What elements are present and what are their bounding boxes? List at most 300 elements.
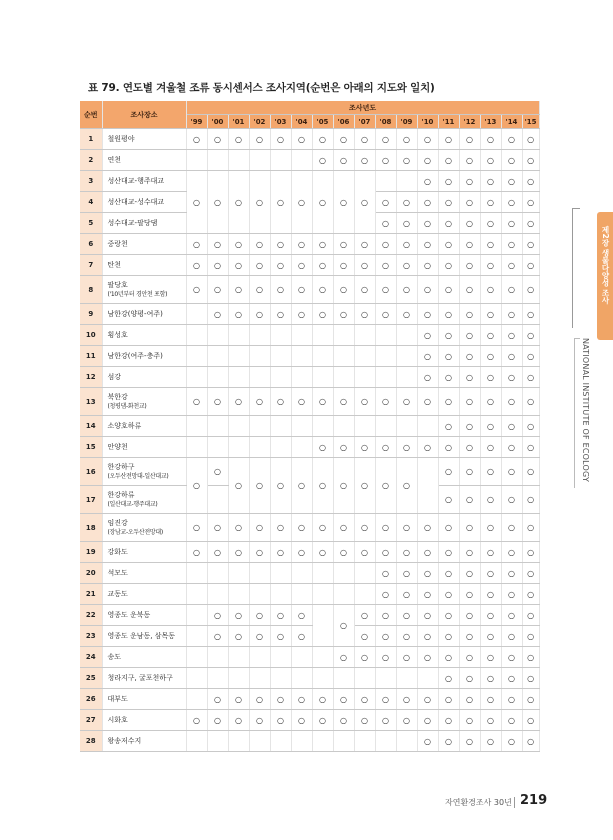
row-number: 12 (80, 367, 102, 388)
side-rule-lower-tick (574, 338, 580, 339)
year-header: '02 (249, 115, 270, 129)
row-number: 23 (80, 626, 102, 647)
survey-mark: ○ (480, 542, 501, 563)
row-number: 10 (80, 325, 102, 346)
survey-mark: ○ (522, 346, 539, 367)
empty-cell (333, 325, 354, 346)
survey-mark: ○ (396, 584, 417, 605)
survey-mark: ○ (396, 605, 417, 626)
survey-mark: ○ (396, 689, 417, 710)
table-row (80, 668, 539, 689)
survey-mark: ○ (438, 605, 459, 626)
survey-mark: ○ (249, 171, 270, 234)
survey-mark: ○ (522, 584, 539, 605)
survey-mark: ○ (396, 437, 417, 458)
survey-mark: ○ (396, 563, 417, 584)
survey-mark: ○ (333, 605, 354, 647)
survey-mark: ○ (417, 542, 438, 563)
survey-mark: ○ (396, 255, 417, 276)
empty-cell (375, 171, 396, 192)
survey-mark: ○ (375, 234, 396, 255)
site-name (102, 129, 186, 150)
table-row (80, 346, 539, 367)
empty-cell (249, 647, 270, 668)
survey-mark: ○ (207, 710, 228, 731)
empty-cell (228, 325, 249, 346)
survey-mark: ○ (354, 276, 375, 304)
survey-mark: ○ (480, 129, 501, 150)
survey-mark: ○ (228, 689, 249, 710)
empty-cell (186, 325, 207, 346)
site-label: 탄천 (107, 260, 122, 269)
survey-mark: ○ (396, 304, 417, 325)
survey-mark: ○ (438, 276, 459, 304)
empty-cell (375, 346, 396, 367)
survey-mark: ○ (501, 129, 522, 150)
survey-mark: ○ (291, 234, 312, 255)
survey-mark: ○ (522, 668, 539, 689)
year-header: '03 (270, 115, 291, 129)
survey-mark: ○ (459, 668, 480, 689)
year-header: '08 (375, 115, 396, 129)
empty-cell (291, 416, 312, 437)
survey-mark: ○ (270, 689, 291, 710)
survey-mark: ○ (270, 304, 291, 325)
survey-mark: ○ (459, 458, 480, 486)
empty-cell (186, 367, 207, 388)
empty-cell (396, 346, 417, 367)
row-number: 1 (80, 129, 102, 150)
survey-mark: ○ (375, 563, 396, 584)
survey-mark: ○ (207, 129, 228, 150)
site-name (102, 689, 186, 710)
table-row (80, 731, 539, 752)
survey-mark: ○ (249, 304, 270, 325)
site-name (102, 605, 186, 626)
survey-mark: ○ (480, 437, 501, 458)
survey-mark: ○ (417, 605, 438, 626)
survey-mark: ○ (417, 710, 438, 731)
survey-mark: ○ (522, 304, 539, 325)
survey-mark: ○ (375, 255, 396, 276)
survey-mark: ○ (438, 367, 459, 388)
survey-mark: ○ (459, 416, 480, 437)
empty-cell (333, 563, 354, 584)
site-name (102, 731, 186, 752)
empty-cell (228, 731, 249, 752)
survey-mark: ○ (312, 437, 333, 458)
survey-mark: ○ (501, 255, 522, 276)
row-number: 28 (80, 731, 102, 752)
survey-mark: ○ (438, 346, 459, 367)
survey-mark: ○ (480, 416, 501, 437)
empty-cell (249, 731, 270, 752)
survey-mark: ○ (438, 171, 459, 192)
survey-mark: ○ (522, 563, 539, 584)
table-row (80, 626, 539, 647)
survey-mark: ○ (312, 710, 333, 731)
survey-mark: ○ (522, 710, 539, 731)
survey-mark: ○ (480, 304, 501, 325)
survey-mark: ○ (333, 458, 354, 514)
survey-mark: ○ (186, 234, 207, 255)
survey-mark: ○ (354, 150, 375, 171)
survey-mark: ○ (270, 514, 291, 542)
year-header: '09 (396, 115, 417, 129)
table-row (80, 325, 539, 346)
survey-mark: ○ (207, 171, 228, 234)
survey-mark: ○ (438, 192, 459, 213)
survey-mark: ○ (333, 388, 354, 416)
survey-mark: ○ (375, 150, 396, 171)
survey-mark: ○ (396, 234, 417, 255)
survey-mark: ○ (501, 388, 522, 416)
site-name (102, 213, 186, 234)
table-row (80, 255, 539, 276)
survey-mark: ○ (459, 647, 480, 668)
year-header: '11 (438, 115, 459, 129)
empty-cell (228, 346, 249, 367)
site-label: 강화도 (107, 547, 128, 556)
empty-cell (291, 647, 312, 668)
empty-cell (186, 626, 207, 647)
table-row (80, 234, 539, 255)
survey-mark: ○ (501, 192, 522, 213)
survey-mark: ○ (207, 605, 228, 626)
survey-mark: ○ (417, 234, 438, 255)
empty-cell (207, 584, 228, 605)
empty-cell (186, 150, 207, 171)
row-number: 4 (80, 192, 102, 213)
survey-mark: ○ (459, 276, 480, 304)
empty-cell (270, 563, 291, 584)
survey-mark: ○ (291, 388, 312, 416)
site-label: 소양호하류 (107, 421, 142, 430)
survey-mark: ○ (249, 514, 270, 542)
row-number: 19 (80, 542, 102, 563)
survey-mark: ○ (228, 255, 249, 276)
survey-mark: ○ (501, 213, 522, 234)
table-row (80, 647, 539, 668)
empty-cell (354, 668, 375, 689)
site-sublabel: (장남교-오두산전망대) (107, 528, 163, 536)
empty-cell (396, 367, 417, 388)
survey-mark: ○ (270, 129, 291, 150)
empty-cell (270, 367, 291, 388)
survey-mark: ○ (417, 192, 438, 213)
survey-mark: ○ (459, 437, 480, 458)
survey-mark: ○ (459, 171, 480, 192)
empty-cell (354, 584, 375, 605)
survey-mark: ○ (396, 388, 417, 416)
site-label: 송도 (107, 652, 122, 661)
survey-mark: ○ (438, 647, 459, 668)
survey-mark: ○ (522, 192, 539, 213)
empty-cell (249, 437, 270, 458)
year-header: '14 (501, 115, 522, 129)
empty-cell (270, 668, 291, 689)
survey-mark: ○ (270, 388, 291, 416)
empty-cell (249, 367, 270, 388)
survey-mark: ○ (480, 192, 501, 213)
survey-mark: ○ (480, 731, 501, 752)
table-row (80, 689, 539, 710)
survey-mark: ○ (186, 171, 207, 234)
survey-mark: ○ (249, 388, 270, 416)
survey-mark: ○ (480, 563, 501, 584)
survey-mark: ○ (417, 437, 438, 458)
empty-cell (396, 171, 417, 192)
empty-cell (249, 563, 270, 584)
survey-mark: ○ (480, 276, 501, 304)
empty-cell (186, 563, 207, 584)
survey-mark: ○ (375, 626, 396, 647)
year-header: '00 (207, 115, 228, 129)
survey-mark: ○ (228, 605, 249, 626)
survey-mark: ○ (270, 542, 291, 563)
survey-mark: ○ (228, 388, 249, 416)
empty-cell (249, 584, 270, 605)
survey-mark: ○ (501, 416, 522, 437)
survey-mark: ○ (501, 626, 522, 647)
survey-mark: ○ (417, 647, 438, 668)
site-label: 성산대교-성수대교 (107, 197, 165, 206)
survey-mark: ○ (270, 605, 291, 626)
survey-mark: ○ (396, 192, 417, 213)
survey-mark: ○ (354, 129, 375, 150)
survey-mark: ○ (459, 584, 480, 605)
row-number: 16 (80, 458, 102, 486)
survey-mark: ○ (480, 514, 501, 542)
survey-mark: ○ (333, 171, 354, 234)
table-row (80, 584, 539, 605)
survey-mark: ○ (291, 304, 312, 325)
table-row (80, 150, 539, 171)
survey-mark: ○ (291, 626, 312, 647)
site-name (102, 563, 186, 584)
empty-cell (270, 647, 291, 668)
header-no: 순번 (80, 101, 102, 129)
site-label: 성산대교-행주대교 (107, 176, 165, 185)
empty-cell (312, 325, 333, 346)
empty-cell (375, 325, 396, 346)
survey-mark: ○ (333, 255, 354, 276)
table-row (80, 563, 539, 584)
survey-mark: ○ (459, 346, 480, 367)
site-name (102, 388, 186, 416)
table-row (80, 710, 539, 731)
empty-cell (186, 731, 207, 752)
survey-mark: ○ (522, 486, 539, 514)
empty-cell (249, 150, 270, 171)
survey-mark: ○ (417, 129, 438, 150)
institute-name: NATIONAL INSTITUTE OF ECOLOGY (581, 338, 590, 483)
survey-mark: ○ (417, 388, 438, 416)
site-sublabel: (청평댐-화천교) (107, 402, 147, 410)
survey-mark: ○ (249, 276, 270, 304)
survey-mark: ○ (501, 710, 522, 731)
year-header: '99 (186, 115, 207, 129)
table-title: 표 79. 연도별 겨울철 조류 동시센서스 조사지역(순번은 아래의 지도와 일치) (88, 82, 435, 94)
empty-cell (312, 416, 333, 437)
site-name (102, 626, 186, 647)
chapter-tab-label: 제2장 생물다양성 조사 (601, 226, 610, 304)
survey-mark: ○ (333, 437, 354, 458)
site-label: 왕송저수지 (107, 736, 142, 745)
site-label: 섬강 (107, 372, 122, 381)
empty-cell (291, 584, 312, 605)
survey-mark: ○ (333, 304, 354, 325)
survey-mark: ○ (291, 605, 312, 626)
survey-mark: ○ (417, 689, 438, 710)
site-name (102, 416, 186, 437)
survey-mark: ○ (501, 731, 522, 752)
survey-mark: ○ (228, 304, 249, 325)
survey-mark: ○ (480, 388, 501, 416)
row-number: 8 (80, 276, 102, 304)
survey-mark: ○ (375, 710, 396, 731)
empty-cell (207, 668, 228, 689)
site-label: 남한강(양평-여주) (107, 309, 163, 318)
survey-mark: ○ (480, 325, 501, 346)
empty-cell (270, 346, 291, 367)
year-header: '05 (312, 115, 333, 129)
survey-mark: ○ (186, 255, 207, 276)
survey-mark: ○ (522, 171, 539, 192)
survey-mark: ○ (186, 388, 207, 416)
survey-mark: ○ (438, 563, 459, 584)
survey-mark: ○ (480, 626, 501, 647)
survey-mark: ○ (459, 731, 480, 752)
survey-mark: ○ (417, 213, 438, 234)
survey-mark: ○ (375, 213, 396, 234)
survey-mark: ○ (417, 367, 438, 388)
table-row (80, 388, 539, 416)
site-name (102, 150, 186, 171)
survey-mark: ○ (501, 486, 522, 514)
survey-mark: ○ (480, 171, 501, 192)
empty-cell (207, 325, 228, 346)
empty-cell (186, 584, 207, 605)
site-name (102, 171, 186, 192)
empty-cell (291, 563, 312, 584)
empty-cell (228, 437, 249, 458)
survey-mark: ○ (480, 213, 501, 234)
empty-cell (417, 458, 438, 514)
footer-title: 자연환경조사 30년 (445, 798, 512, 807)
survey-mark: ○ (480, 710, 501, 731)
survey-mark: ○ (459, 542, 480, 563)
site-name (102, 234, 186, 255)
survey-mark: ○ (459, 192, 480, 213)
empty-cell (186, 437, 207, 458)
empty-cell (249, 416, 270, 437)
site-label: 성수대교-팔당댐 (107, 218, 158, 227)
empty-cell (207, 563, 228, 584)
table-row (80, 367, 539, 388)
site-label: 안양천 (107, 442, 128, 451)
survey-mark: ○ (417, 325, 438, 346)
year-header: '12 (459, 115, 480, 129)
table-row (80, 129, 539, 150)
empty-cell (375, 668, 396, 689)
survey-mark: ○ (459, 486, 480, 514)
empty-cell (312, 647, 333, 668)
empty-cell (228, 647, 249, 668)
site-label: 남한강(여주-충주) (107, 351, 163, 360)
site-label: 횡성호 (107, 330, 128, 339)
survey-mark: ○ (501, 689, 522, 710)
survey-mark: ○ (375, 192, 396, 213)
site-name (102, 647, 186, 668)
survey-mark: ○ (249, 255, 270, 276)
site-name (102, 514, 186, 542)
survey-mark: ○ (291, 276, 312, 304)
survey-mark: ○ (354, 255, 375, 276)
site-label: 임진강 (107, 518, 128, 527)
site-name (102, 192, 186, 213)
survey-mark: ○ (480, 605, 501, 626)
empty-cell (375, 416, 396, 437)
side-rule (572, 208, 573, 328)
empty-cell (354, 731, 375, 752)
empty-cell (270, 584, 291, 605)
empty-cell (291, 731, 312, 752)
empty-cell (354, 346, 375, 367)
survey-mark: ○ (459, 367, 480, 388)
survey-mark: ○ (333, 514, 354, 542)
row-number: 20 (80, 563, 102, 584)
site-label: 연천 (107, 155, 122, 164)
survey-mark: ○ (396, 150, 417, 171)
row-number: 25 (80, 668, 102, 689)
survey-mark: ○ (438, 213, 459, 234)
site-sublabel: (일산대교-행주대교) (107, 500, 158, 508)
survey-mark: ○ (417, 276, 438, 304)
empty-cell (207, 486, 228, 514)
empty-cell (312, 731, 333, 752)
site-label: 중랑천 (107, 239, 128, 248)
survey-mark: ○ (396, 542, 417, 563)
empty-cell (270, 437, 291, 458)
site-name (102, 346, 186, 367)
survey-mark: ○ (522, 325, 539, 346)
empty-cell (291, 668, 312, 689)
survey-mark: ○ (354, 437, 375, 458)
survey-mark: ○ (438, 150, 459, 171)
survey-mark: ○ (291, 542, 312, 563)
survey-mark: ○ (249, 605, 270, 626)
empty-cell (270, 731, 291, 752)
site-name (102, 304, 186, 325)
survey-mark: ○ (354, 234, 375, 255)
page-number: 219 (520, 793, 548, 808)
survey-mark: ○ (291, 689, 312, 710)
table-row (80, 437, 539, 458)
survey-mark: ○ (480, 584, 501, 605)
survey-mark: ○ (207, 626, 228, 647)
survey-mark: ○ (228, 542, 249, 563)
row-number: 21 (80, 584, 102, 605)
survey-table (80, 101, 540, 752)
survey-mark: ○ (207, 689, 228, 710)
empty-cell (333, 584, 354, 605)
empty-cell (396, 731, 417, 752)
survey-mark: ○ (312, 388, 333, 416)
survey-mark: ○ (501, 668, 522, 689)
empty-cell (228, 668, 249, 689)
empty-cell (207, 437, 228, 458)
